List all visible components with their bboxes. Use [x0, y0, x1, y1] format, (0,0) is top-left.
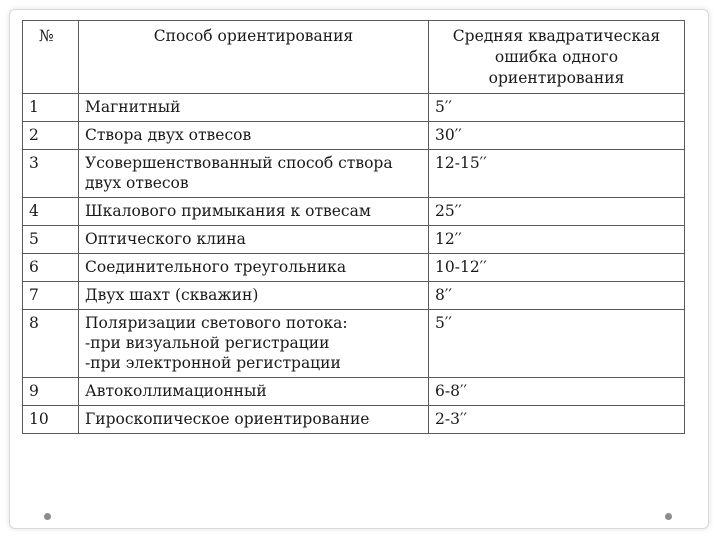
row-method: Соединительного треугольника	[79, 254, 429, 282]
row-number: 10	[23, 406, 79, 434]
table-row	[23, 378, 685, 406]
table-row	[23, 198, 685, 226]
decorative-dot-right	[665, 513, 672, 520]
row-error: 2-3′′	[429, 406, 685, 434]
row-error: 12′′	[429, 226, 685, 254]
row-error: 12-15′′	[429, 150, 685, 198]
row-number: 9	[23, 378, 79, 406]
row-number: 4	[23, 198, 79, 226]
row-number: 6	[23, 254, 79, 282]
row-number: 2	[23, 122, 79, 150]
row-method: Шкалового примыкания к отвесам	[79, 198, 429, 226]
row-number: 7	[23, 282, 79, 310]
table-row	[23, 94, 685, 122]
row-error: 30′′	[429, 122, 685, 150]
table-row	[23, 226, 685, 254]
table-row	[23, 282, 685, 310]
table-row	[23, 122, 685, 150]
row-error: 6-8′′	[429, 378, 685, 406]
table-header-row	[23, 21, 685, 94]
header-number: №	[23, 21, 79, 94]
row-method: Магнитный	[79, 94, 429, 122]
row-error: 5′′	[429, 310, 685, 378]
orientation-methods-table	[22, 20, 685, 434]
row-error: 25′′	[429, 198, 685, 226]
table-row	[23, 254, 685, 282]
row-method: Усовершенствованный способ створа двух отвесов	[79, 150, 429, 198]
row-number: 3	[23, 150, 79, 198]
row-method: Поляризации светового потока: -при визуальной регистрации -при электронной регистрации	[79, 310, 429, 378]
row-error: 8′′	[429, 282, 685, 310]
row-error: 5′′	[429, 94, 685, 122]
decorative-dot-left	[44, 513, 51, 520]
table-row	[23, 406, 685, 434]
row-method: Створа двух отвесов	[79, 122, 429, 150]
row-method: Оптического клина	[79, 226, 429, 254]
row-method: Гироскопическое ориентирование	[79, 406, 429, 434]
row-method: Двух шахт (скважин)	[79, 282, 429, 310]
row-number: 5	[23, 226, 79, 254]
row-number: 8	[23, 310, 79, 378]
table-row	[23, 150, 685, 198]
header-error: Средняя квадратическая ошибка одного ориентирования	[429, 21, 685, 94]
row-method: Автоколлимационный	[79, 378, 429, 406]
row-error: 10-12′′	[429, 254, 685, 282]
table-row	[23, 310, 685, 378]
header-method: Способ ориентирования	[79, 21, 429, 94]
row-number: 1	[23, 94, 79, 122]
